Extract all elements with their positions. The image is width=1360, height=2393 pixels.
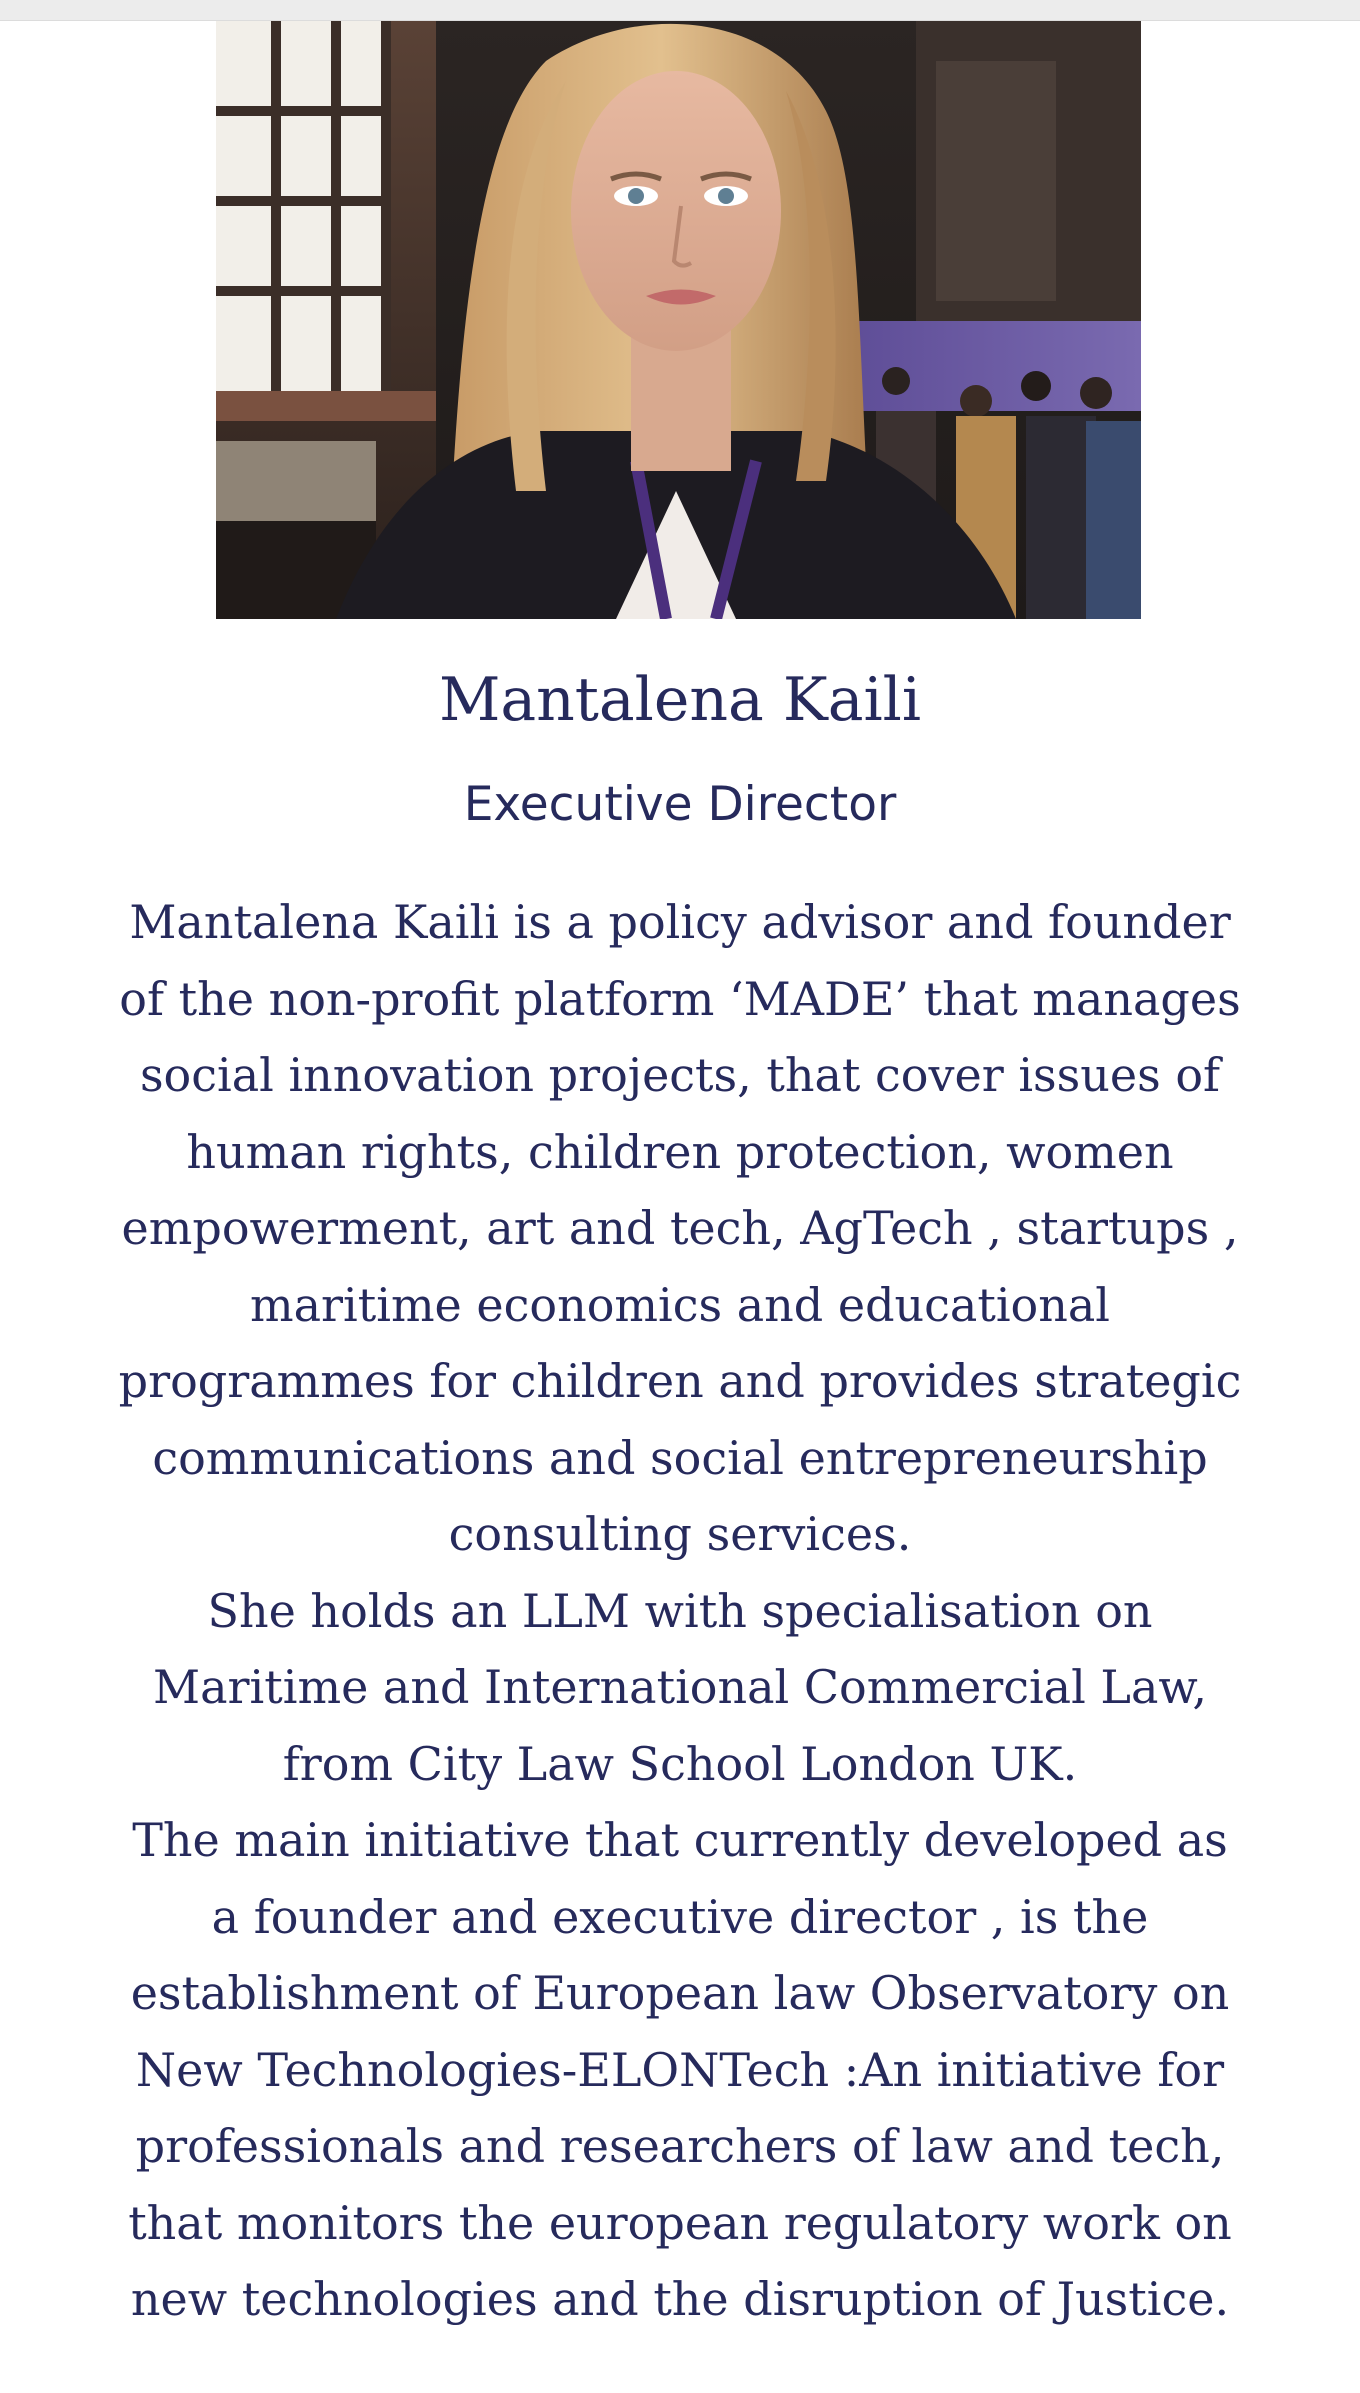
bio-line: New Technologies-ELONTech :An initiative for [135, 2042, 1225, 2097]
bio-line: The main initiative that currently developed as [132, 1813, 1228, 1867]
browser-top-bar [0, 0, 1360, 21]
job-title: Executive Director [463, 777, 897, 832]
bio-line: consulting services. [448, 1507, 912, 1561]
portrait-image [216, 21, 1141, 619]
bio-line: programmes for children and provides strategic [118, 1354, 1242, 1408]
bio-line: that monitors the european regulatory work on [128, 2195, 1232, 2250]
bio-line: Maritime and International Commercial Law, [153, 1660, 1207, 1714]
bio-line: from City Law School London UK. [282, 1736, 1078, 1791]
bio-line: human rights, children protection, women [186, 1124, 1174, 1179]
bio-line: She holds an LLM with specialisation on [207, 1583, 1153, 1638]
bio-line: social innovation projects, that cover issues of [139, 1048, 1221, 1102]
person-name: Mantalena Kaili [438, 665, 922, 735]
bio-line: maritime economics and educational [250, 1277, 1110, 1332]
profile-photo [216, 21, 1141, 619]
bio-line: communications and social entrepreneurship [152, 1430, 1208, 1485]
bio-line: of the non-profit platform ‘MADE’ that manages [119, 971, 1241, 1026]
bio-line: professionals and researchers of law and tech, [135, 2119, 1225, 2173]
bio-line: a founder and executive director , is the [211, 1889, 1149, 1944]
bio-line: new technologies and the disruption of Justice. [130, 2272, 1230, 2326]
bio-line: empowerment, art and tech, AgTech , startups , [121, 1201, 1239, 1255]
biography-text [30, 884, 1330, 2338]
bio-line: Mantalena Kaili is a policy advisor and founder [129, 895, 1231, 949]
bio-line: establishment of European law Observatory on [130, 1966, 1230, 2020]
